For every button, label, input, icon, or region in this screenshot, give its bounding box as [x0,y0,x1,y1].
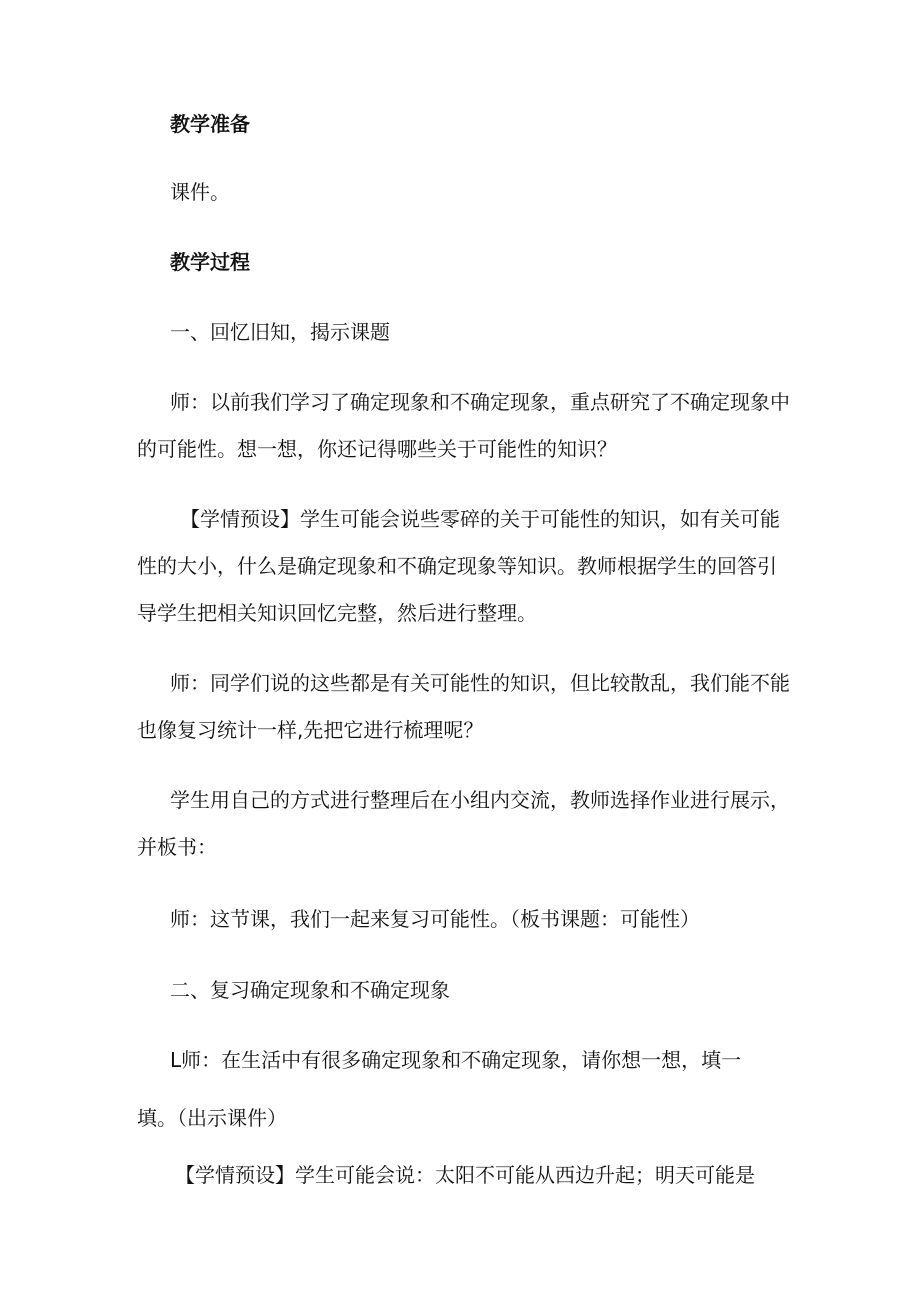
paragraph-4-line-2: 并板书： [137,835,217,859]
heading-teaching-preparation: 教学准备 [170,112,250,136]
section-1-title: 一、回忆旧知，揭示课题 [170,320,390,344]
paragraph-6-line-2: 填。（出示课件） [137,1106,287,1130]
paragraph-2-line-2: 性的大小，什么是确定现象和不确定现象等知识。教师根据学生的回答引 [137,554,777,578]
section-2-title: 二、复习确定现象和不确定现象 [170,978,450,1002]
paragraph-3-line-2: 也像复习统计一样,先把它进行梳理呢？ [137,718,484,742]
paragraph-1-line-2: 的可能性。想一想，你还记得哪些关于可能性的知识？ [137,437,617,461]
paragraph-2-line-1: 【学情预设】学生可能会说些零碎的关于可能性的知识，如有关可能 [180,507,780,531]
paragraph-1-line-1: 师：以前我们学习了确定现象和不确定现象，重点研究了不确定现象中 [170,390,790,414]
paragraph-2-line-3: 导学生把相关知识回忆完整，然后进行整理。 [137,601,537,625]
preparation-text: 课件。 [170,180,230,204]
paragraph-5: 师：这节课，我们一起来复习可能性。（板书课题：可能性） [170,907,700,931]
paragraph-4-line-1: 学生用自己的方式进行整理后在小组内交流，教师选择作业进行展示， [170,788,790,812]
paragraph-3-line-1: 师：同学们说的这些都是有关可能性的知识，但比较散乱，我们能不能 [170,671,790,695]
paragraph-7-line-1: 【学情预设】学生可能会说：太阳不可能从西边升起；明天可能是 [175,1163,755,1187]
heading-teaching-process: 教学过程 [170,250,250,274]
paragraph-6-line-1: L师：在生活中有很多确定现象和不确定现象，请你想一想，填一 [170,1048,742,1072]
